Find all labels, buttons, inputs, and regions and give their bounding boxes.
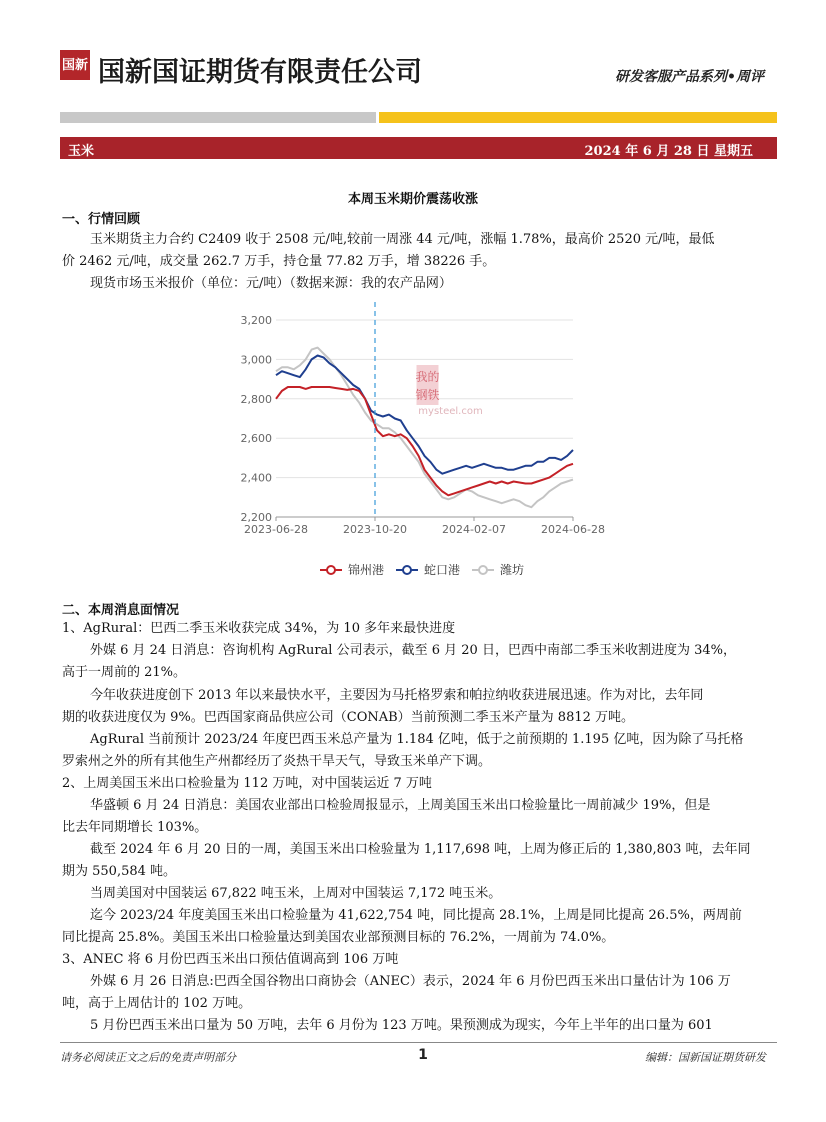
x-tick-label: 2024-02-07 [442,523,506,536]
commodity-label: 玉米 [68,144,95,159]
legend-label: 蛇口港 [424,563,461,577]
news-title: 1、AgRural：巴西二季玉米收获完成 34%，为 10 多年来最快进度 [62,621,456,636]
price-chart-svg [228,302,620,592]
paragraph-line: 高于一周前的 21%。 [62,665,187,680]
y-tick-label: 2,400 [240,471,272,485]
section-heading-market-review: 一、行情回顾 [62,212,141,227]
x-tick-label: 2024-06-28 [541,523,605,536]
watermark-text: 钢铁 [415,388,440,402]
paragraph-line: 截至 2024 年 6 月 20 日的一周，美国玉米出口检验量为 1,117,698 吨，上周为修正后的 1,380,803 吨，去年同 [90,842,751,857]
legend-label: 潍坊 [500,563,525,577]
paragraph-line: 期的收获进度仅为 9%。巴西国家商品供应公司（CONAB）当前预测二季玉米产量为 8812 万吨。 [62,710,635,725]
x-tick-label: 2023-06-28 [244,523,308,536]
paragraph-line: 比去年同期增长 103%。 [62,820,208,835]
company-logo [60,50,90,80]
section-heading-news: 二、本周消息面情况 [62,603,180,618]
footer-divider [60,1042,777,1043]
news-title: 2、上周美国玉米出口检验量为 112 万吨，对中国装运近 7 万吨 [62,776,432,791]
y-tick-label: 3,000 [240,353,272,367]
legend-label: 锦州港 [348,563,385,577]
price-chart [228,302,620,592]
paragraph-line: 今年收获进度创下 2013 年以来最快水平，主要因为马托格罗索和帕拉纳收获进展迅速。作为对比，去年同 [90,688,704,703]
company-name: 国新国证期货有限责任公司 [98,57,422,88]
header-divider-gray [60,112,376,123]
footer-disclaimer: 请务必阅读正文之后的免责声明部分 [60,1051,236,1064]
paragraph-line: 吨，高于上周估计的 102 万吨。 [62,996,252,1011]
paragraph-line: 迄今 2023/24 年度美国玉米出口检验量为 41,622,754 吨，同比提高 28.1%，上周是同比提高 26.5%，两周前 [90,908,742,923]
chart-caption: 现货市场玉米报价（单位：元/吨）（数据来源：我的农产品网） [90,276,452,291]
paragraph-line: 玉米期货主力合约 C2409 收于 2508 元/吨,较前一周涨 44 元/吨，涨幅 1.78%，最高价 2520 元/吨，最低 [90,232,715,247]
paragraph-line: 当周美国对中国装运 67,822 吨玉米，上周对中国装运 7,172 吨玉米。 [90,886,502,901]
paragraph-line: 外媒 6 月 26 日消息:巴西全国谷物出口商协会（ANEC）表示，2024 年 6 月份巴西玉米出口量估计为 106 万 [90,974,731,989]
legend-swatch-marker [403,566,411,574]
paragraph-line: 同比提高 25.8%。美国玉米出口检验量达到美国农业部预测目标的 76.2%，一周前为 74.0%。 [62,930,615,945]
article-title: 本周玉米期价震荡收涨 [347,192,478,207]
x-tick-label: 2023-10-20 [343,523,407,536]
paragraph-line: AgRural 当前预计 2023/24 年度巴西玉米总产量为 1.184 亿吨，低于之前预期的 1.195 亿吨，因为除了马托格 [90,732,744,747]
paragraph-line: 罗索州之外的所有其他生产州都经历了炎热干旱天气，导致玉米单产下调。 [62,754,492,769]
paragraph-line: 价 2462 元/吨，成交量 262.7 万手，持仓量 77.82 万手，增 38226 手。 [62,254,496,269]
report-series: 研发客服产品系列•周评 [615,69,764,85]
paragraph-line: 5 月份巴西玉米出口量为 50 万吨，去年 6 月份为 123 万吨。果预测成为现实，今年上半年的出口量为 601 [90,1018,713,1033]
y-tick-label: 3,200 [240,314,272,327]
footer-editor: 编辑：国新国证期货研发 [645,1051,766,1064]
y-tick-label: 2,600 [240,432,272,446]
section-bar [60,137,777,159]
news-title: 3、ANEC 将 6 月份巴西玉米出口预估值调高到 106 万吨 [62,952,399,967]
paragraph-line: 期为 550,584 吨。 [62,864,177,879]
page-number: 1 [418,1047,428,1063]
watermark-url: mysteel.com [418,406,483,417]
header-divider-gold [379,112,777,123]
legend-swatch-marker [479,566,487,574]
paragraph-line: 华盛顿 6 月 24 日消息：美国农业部出口检验周报显示，上周美国玉米出口检验量比一周前减少 19%，但是 [90,798,711,813]
legend-swatch-marker [327,566,335,574]
logo-text: 国新 [61,57,88,73]
y-tick-label: 2,800 [240,392,272,406]
report-date: 2024 年 6 月 28 日 星期五 [584,144,753,159]
paragraph-line: 外媒 6 月 24 日消息：咨询机构 AgRural 公司表示，截至 6 月 20 日，巴西中南部二季玉米收割进度为 34%， [90,643,736,658]
watermark-text: 我的 [415,370,440,384]
y-tick-label: 2,200 [240,511,272,524]
